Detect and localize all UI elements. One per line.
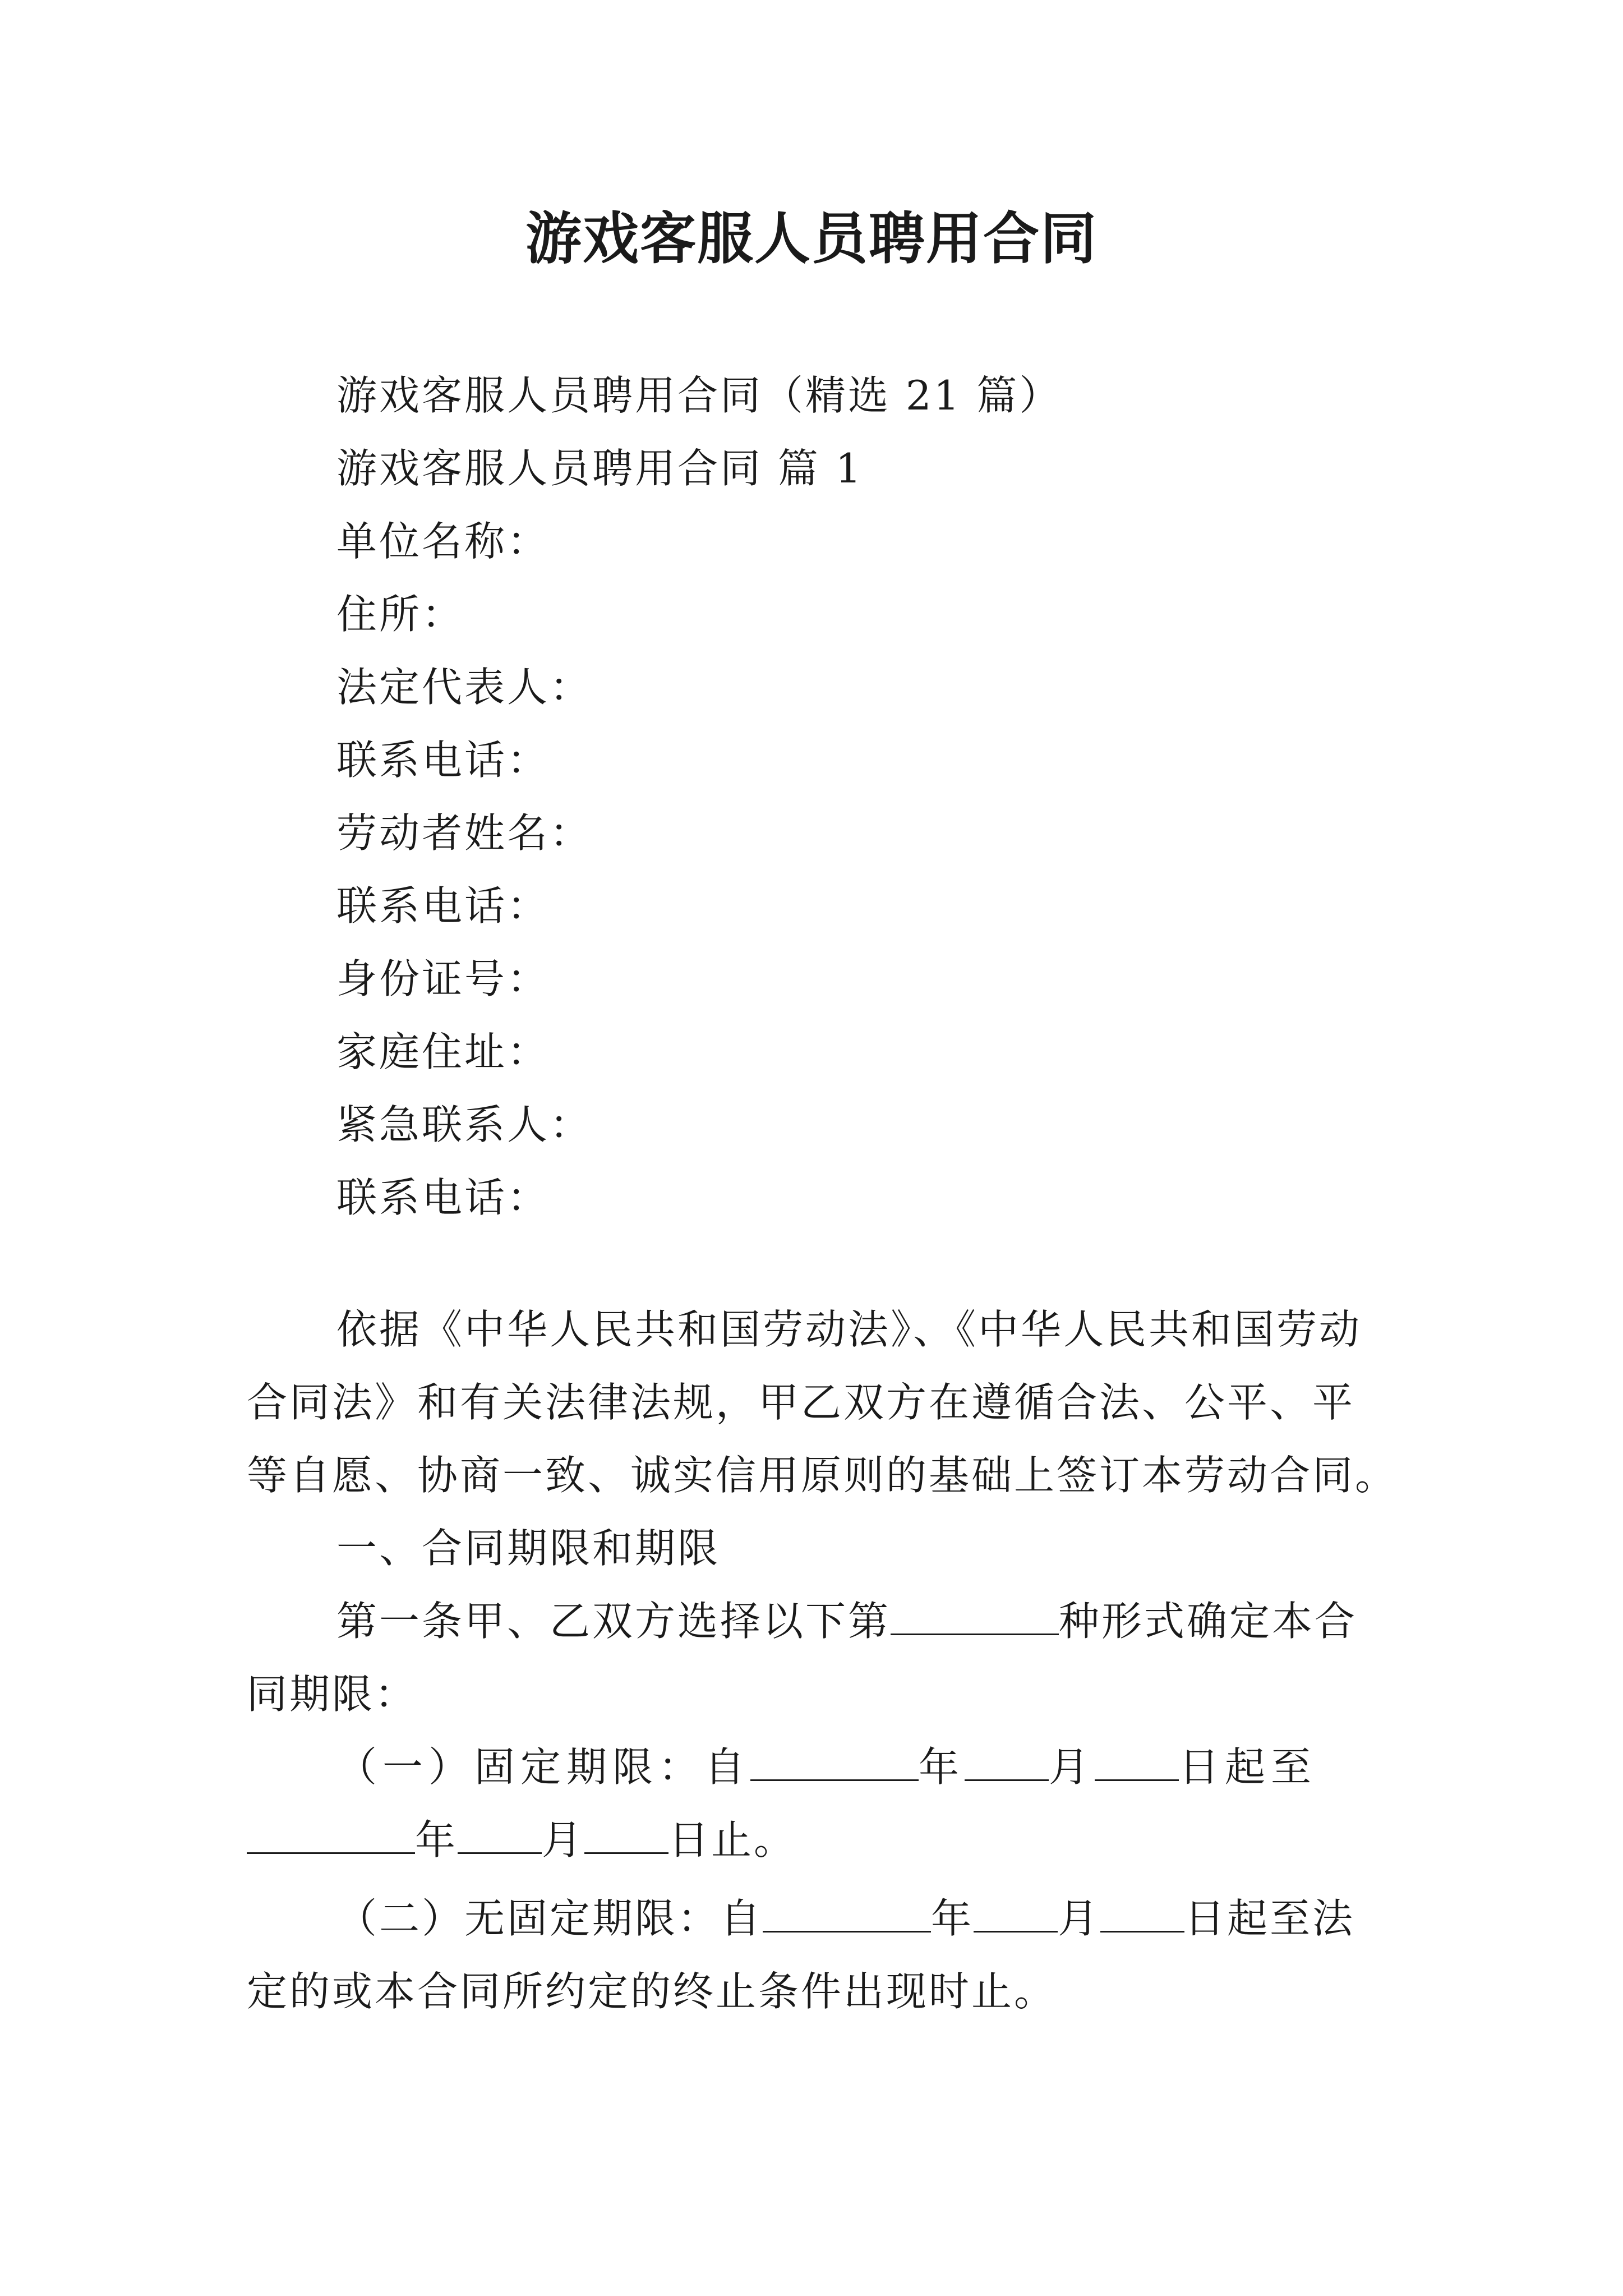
field-id-number: 身份证号： bbox=[336, 955, 550, 1002]
fixed-end-year-blank[interactable] bbox=[247, 1813, 415, 1854]
field-emergency-contact: 紧急联系人： bbox=[336, 1101, 593, 1148]
open-start-day-blank[interactable] bbox=[1100, 1892, 1184, 1932]
field-worker-phone: 联系电话： bbox=[336, 882, 550, 930]
fixed-month-label: 月 bbox=[1049, 1743, 1095, 1791]
open-term-line-1 bbox=[336, 1890, 1355, 1947]
field-legal-representative: 法定代表人： bbox=[336, 664, 593, 711]
article-one-text-b: 种形式确定本合 bbox=[1059, 1598, 1358, 1645]
fixed-year-label: 年 bbox=[919, 1743, 965, 1791]
field-emergency-phone: 联系电话： bbox=[336, 1174, 550, 1221]
open-start-month-blank[interactable] bbox=[974, 1892, 1058, 1932]
fixed-term-line-1 bbox=[336, 1739, 1317, 1795]
open-term-line-2: 定的或本合同所约定的终止条件出现时止。 bbox=[247, 1968, 1057, 2015]
open-term-label: （二）无固定期限：自 bbox=[336, 1895, 763, 1942]
fixed-end-month-label: 月 bbox=[542, 1816, 585, 1864]
fixed-start-day-blank[interactable] bbox=[1095, 1740, 1179, 1781]
fixed-start-year-blank[interactable] bbox=[750, 1740, 919, 1781]
article-one-text-a: 第一条甲、乙双方选择以下第 bbox=[336, 1598, 891, 1645]
article-one-line-2: 同期限： bbox=[247, 1671, 418, 1718]
fixed-term-label: （一）固定期限：自 bbox=[336, 1743, 751, 1791]
fixed-day-to-label: 日止。 bbox=[668, 1816, 797, 1864]
intro-paragraph-line-2: 合同法》和有关法律法规，甲乙双方在遵循合法、公平、平 bbox=[247, 1379, 1355, 1426]
field-company-phone: 联系电话： bbox=[336, 737, 550, 784]
intro-paragraph-line-3: 等自愿、协商一致、诚实信用原则的基础上签订本劳动合同。 bbox=[247, 1452, 1398, 1499]
contract-type-blank[interactable] bbox=[891, 1594, 1059, 1635]
chapter-one-heading: 一、合同期限和期限 bbox=[336, 1525, 721, 1572]
open-day-from-label: 日起至法 bbox=[1184, 1895, 1355, 1942]
field-address: 住所： bbox=[336, 591, 465, 638]
open-year-label: 年 bbox=[931, 1895, 974, 1942]
field-company-name: 单位名称： bbox=[336, 518, 550, 565]
field-home-address: 家庭住址： bbox=[336, 1028, 550, 1075]
open-start-year-blank[interactable] bbox=[763, 1892, 931, 1932]
fixed-end-year-label: 年 bbox=[415, 1816, 458, 1864]
fixed-term-line-2 bbox=[247, 1812, 796, 1868]
field-worker-name: 劳动者姓名： bbox=[336, 809, 593, 857]
fixed-end-day-blank[interactable] bbox=[584, 1813, 668, 1854]
intro-paragraph-line-1: 依据《中华人民共和国劳动法》、《中华人民共和国劳动 bbox=[336, 1306, 1362, 1353]
fixed-end-month-blank[interactable] bbox=[458, 1813, 542, 1854]
fixed-start-month-blank[interactable] bbox=[965, 1740, 1049, 1781]
fixed-day-from-label: 日起至 bbox=[1179, 1743, 1317, 1791]
document-subtitle: 游戏客服人员聘用合同（精选 21 篇） bbox=[336, 372, 1062, 419]
open-month-label: 月 bbox=[1058, 1895, 1101, 1942]
document-title: 游戏客服人员聘用合同 bbox=[525, 205, 1098, 272]
section-heading: 游戏客服人员聘用合同 篇 1 bbox=[336, 445, 864, 492]
article-one-line-1 bbox=[336, 1593, 1357, 1649]
